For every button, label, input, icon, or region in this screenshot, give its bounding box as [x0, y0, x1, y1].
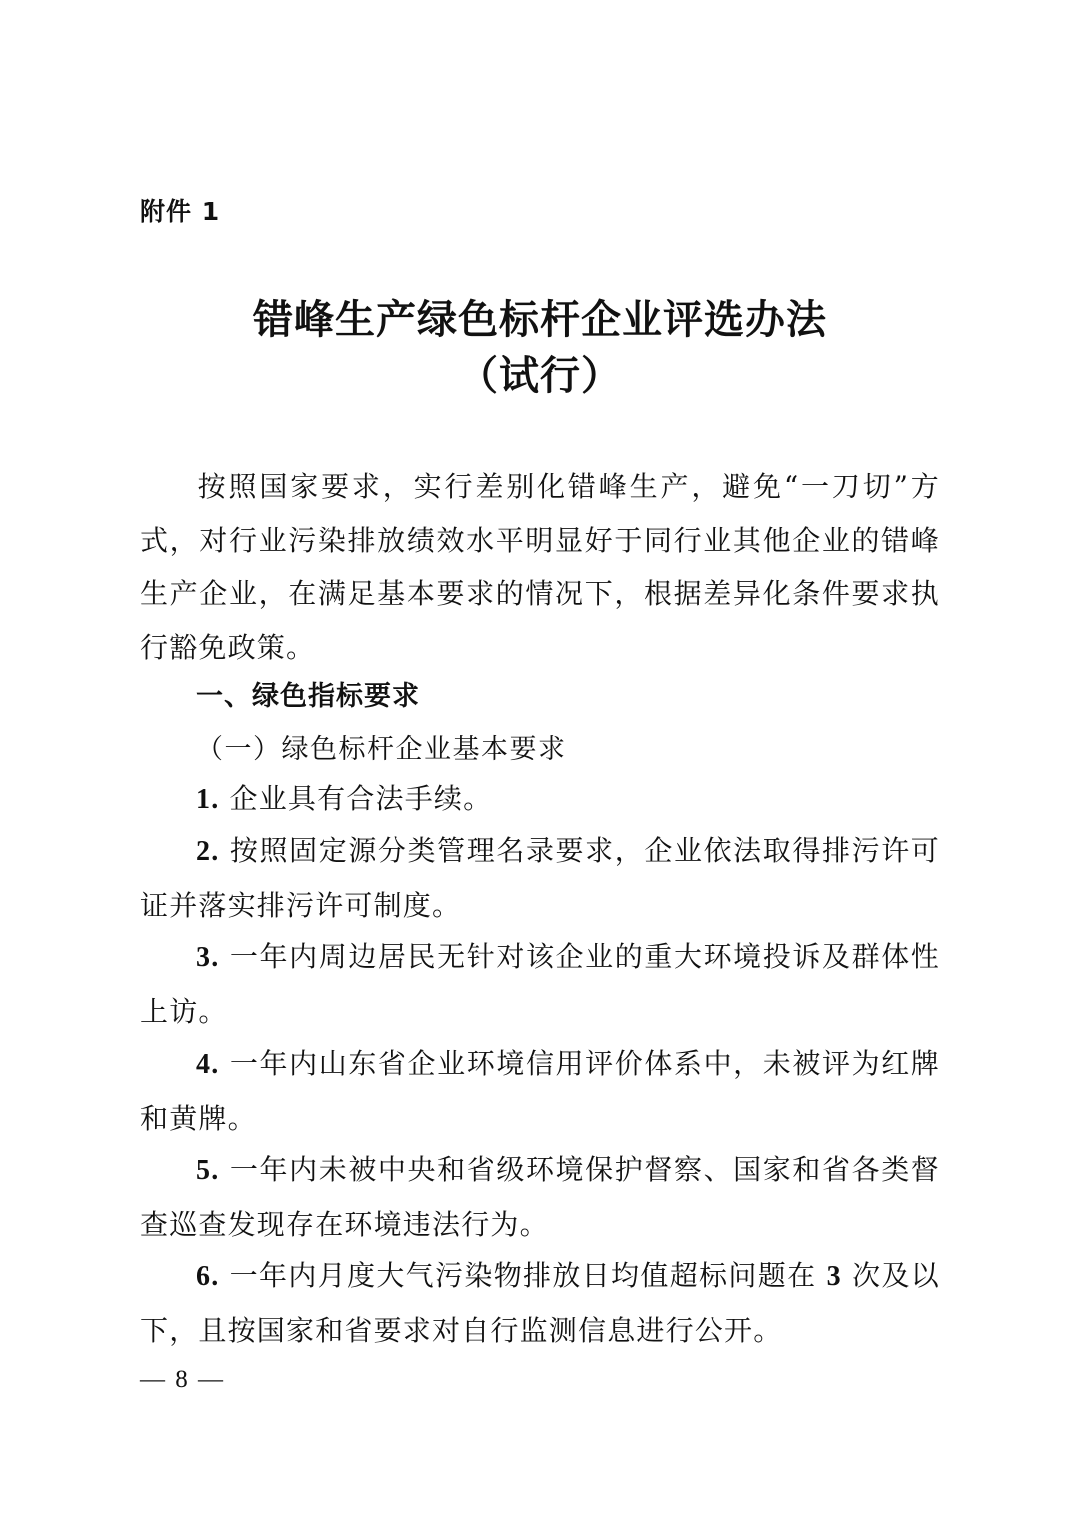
page-number: — 8 — [140, 1366, 225, 1393]
item-text: 按照固定源分类管理名录要求，企业依法取得排污许可证并落实排污许可制度。 [140, 834, 940, 922]
item-number: 2. [196, 836, 220, 867]
list-item [140, 1037, 940, 1145]
item-number: 1. [196, 784, 220, 815]
intro-text: 按照国家要求，实行差别化错峰生产，避免“一刀切”方式，对行业污染排放绩效水平明显好于同行业其他企业的错峰生产企业，在满足基本要求的情况下，根据差异化条件要求执行豁免政策。 [140, 470, 940, 664]
item-text: 一年内山东省企业环境信用评价体系中，未被评为红牌和黄牌。 [140, 1047, 940, 1135]
item-text: 次及以下，且按国家和省要求对自行监测信息进行公开。 [140, 1259, 941, 1347]
item-text: 一年内周边居民无针对该企业的重大环境投诉及群体性上访。 [140, 940, 940, 1028]
list-item [140, 824, 940, 932]
section-heading: 一、绿色指标要求 [196, 681, 420, 712]
item-number: 6. [196, 1261, 220, 1292]
list-item [140, 1143, 940, 1251]
list-item [140, 930, 940, 1038]
intro-paragraph [140, 460, 940, 674]
item-text: 一年内月度大气污染物排放日均值超标问题在 [229, 1259, 817, 1292]
document-subtitle: （试行） [458, 353, 622, 399]
item-text: 企业具有合法手续。 [229, 782, 493, 815]
list-item [140, 1249, 940, 1357]
item-number: 4. [196, 1049, 220, 1080]
item-number: 3. [196, 942, 220, 973]
attachment-label: 附件 1 [140, 197, 221, 226]
list-item [140, 772, 940, 827]
item-text: 一年内未被中央和省级环境保护督察、国家和省各类督查巡查发现存在环境违法行为。 [140, 1153, 940, 1241]
item-number: 5. [196, 1155, 220, 1186]
document-title: 错峰生产绿色标杆企业评选办法 [253, 297, 827, 343]
subsection-heading: （一）绿色标杆企业基本要求 [196, 734, 567, 765]
item-value: 3 [826, 1261, 842, 1292]
